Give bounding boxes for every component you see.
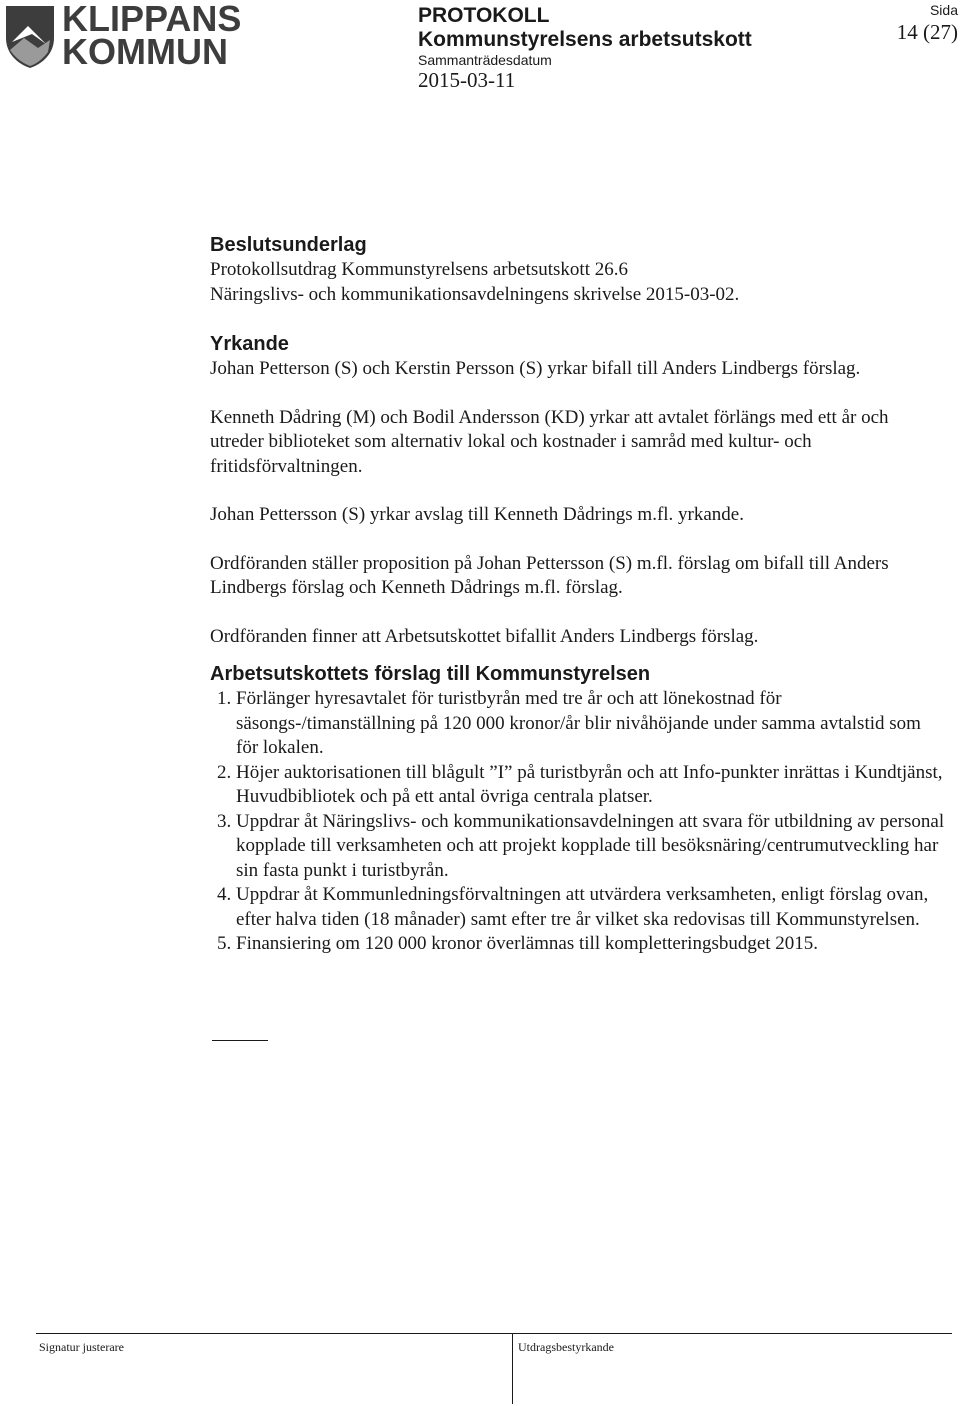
beslutsunderlag-heading: Beslutsunderlag [210,234,367,256]
yrkande-paragraph-3: Johan Pettersson (S) yrkar avslag till Kenneth Dådrings m.fl. yrkande. [210,504,744,525]
coat-of-arms-icon [2,4,58,70]
extract-certification-label: Utdragsbestyrkande [518,1340,614,1354]
beslutsunderlag-line1: Protokollsutdrag Kommunstyrelsens arbetsutskott 26.6 [210,259,628,280]
beslutsunderlag-line2: Näringslivs- och kommunikationsavdelningens skrivelse 2015-03-02. [210,283,740,305]
forslag-item-3: 3. Uppdrar åt Näringslivs- och kommunikationsavdelningen att svara för utbildning av personal kopplade till verksamheten och att projekt kopplade till besöksnäring/centrumutveckling har sin fasta punkt i turistbyrån. [236,810,945,884]
document-type: PROTOKOLL [418,4,550,27]
municipality-logo [2,0,242,72]
end-of-section-rule [212,1040,268,1041]
document-body [210,232,945,957]
forslag-item-5: 5. Finansiering om 120 000 kronor överlämnas till kompletteringsbudget 2015. [236,932,945,957]
page-number: 14 (27) [896,20,958,44]
yrkande-paragraph-2: Kenneth Dådring (M) och Bodil Andersson (KD) yrkar att avtalet förlängs med ett år och utreder biblioteket som alternativ lokal och kostnader i samråd med kultur- och fritidsförvaltningen. [210,406,889,477]
organ-title: Kommunstyrelsens arbetsutskott [418,28,752,51]
forslag-list [210,687,945,957]
meeting-date-label: Sammanträdesdatum [418,52,552,68]
signature-label: Signatur justerare [39,1340,124,1354]
forslag-heading: Arbetsutskottets förslag till Kommunstyrelsen [210,663,651,685]
forslag-item-4: 4. Uppdrar åt Kommunledningsförvaltningen att utvärdera verksamheten, enligt förslag ovan, efter halva tiden (18 månader) samt efter tre år vilket ska redovisas till Kommunstyrelsen. [236,883,945,932]
page-label: Sida [929,2,958,18]
forslag-item-2: 2. Höjer auktorisationen till blågult ”I” på turistbyrån och att Info-punkter inrättas i Kundtjänst, Huvudbibliotek och på ett antal övriga centrala platser. [236,761,945,810]
yrkande-paragraph-5: Ordföranden finner att Arbetsutskottet bifallit Anders Lindbergs förslag. [210,625,759,647]
meeting-date: 2015-03-11 [418,68,516,92]
yrkande-paragraph-4: Ordföranden ställer proposition på Johan Pettersson (S) m.fl. förslag om bifall till Anders Lindbergs förslag och Kenneth Dådrings m.fl. förslag. [210,552,889,598]
footer-rule [36,1333,952,1334]
forslag-item-1: 1. Förlänger hyresavtalet för turistbyrån med tre år och att lönekostnad för säsongs-/timanställning på 120 000 kronor/år blir nivåhöjande under samma avtalstid som för lokalen. [236,687,945,761]
logo-text-line1: KLIPPANS [62,0,242,39]
yrkande-heading: Yrkande [210,333,289,355]
logo-text-line2: KOMMUN [62,31,228,72]
yrkande-paragraph-1: Johan Petterson (S) och Kerstin Persson (S) yrkar bifall till Anders Lindbergs förslag. [210,358,861,379]
footer-divider [512,1333,513,1404]
